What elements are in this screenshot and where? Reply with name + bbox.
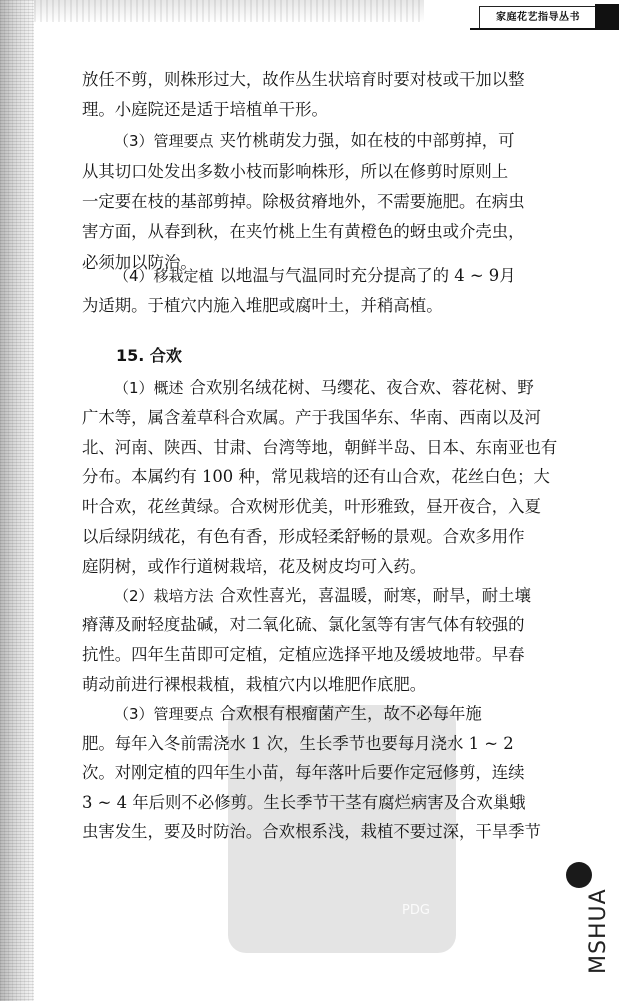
text-line: 从其切口处发出多数小枝而影响株形，所以在修剪时原则上 xyxy=(82,162,509,181)
paragraph-term: （1）概述 xyxy=(114,379,184,397)
text-line: 肥。每年入冬前需浇水 1 次，生长季节也要每月浇水 1 ~ 2 xyxy=(82,734,514,753)
text-line: 广木等，属含羞草科合欢属。产于我国华东、华南、西南以及河 xyxy=(82,408,541,427)
text-line: 瘠薄及耐轻度盐碱，对二氧化硫、氯化氢等有害气体有较强的 xyxy=(82,615,525,634)
text-line: 叶合欢，花丝黄绿。合欢树形优美，叶形雅致，昼开夜合，入夏 xyxy=(82,497,541,516)
text-line: 次。对刚定植的四年生小苗，每年落叶后要作定冠修剪，连续 xyxy=(82,763,525,782)
text-line: 必须加以防治。 xyxy=(82,253,197,272)
paragraph-term: （2）栽培方法 xyxy=(114,587,214,605)
paragraph-first-line xyxy=(114,129,552,152)
header-black-block xyxy=(595,4,619,30)
text-line: 庭阴树，或作行道树栽培，花及树皮均可入药。 xyxy=(82,557,427,576)
paragraph-first-line xyxy=(114,264,552,287)
paragraph-text: 以地温与气温同时充分提高了的 4 ~ 9月 xyxy=(219,266,516,285)
watermark-tag: PDG xyxy=(402,903,430,918)
paragraph-text: 合欢性喜光，喜温暖，耐寒，耐旱，耐土壤 xyxy=(219,586,531,605)
text-line: 害方面，从春到秋，在夹竹桃上生有黄橙色的蚜虫或介壳虫， xyxy=(82,222,525,241)
scan-shadow-edge xyxy=(0,0,34,1001)
text-line: 抗性。四年生苗即可定植，定植应选择平地及缓坡地带。早春 xyxy=(82,645,525,664)
corner-vertical-text: MSHUA xyxy=(586,888,611,974)
text-line: 放任不剪，则株形过大，故作丛生状培育时要对枝或干加以整 xyxy=(82,70,525,89)
header-rule xyxy=(470,28,619,30)
paragraph-text: 合欢根有根瘤菌产生，故不必每年施 xyxy=(219,704,482,723)
paragraph-term: （3）管理要点 xyxy=(114,132,214,150)
text-line: 理。小庭院还是适于培植单干形。 xyxy=(82,100,328,119)
scan-noise-top xyxy=(34,0,424,22)
paragraph-first-line xyxy=(114,584,552,607)
text-line: 萌动前进行裸根栽植，栽植穴内以堆肥作底肥。 xyxy=(82,675,427,694)
text-line: 3 ~ 4 年后则不必修剪。生长季节干茎有腐烂病害及合欢巢蛾 xyxy=(82,793,526,812)
text-line: 北、河南、陕西、甘肃、台湾等地，朝鲜半岛、日本、东南亚也有 xyxy=(82,438,558,457)
text-line: 以后绿阴绒花，有色有香，形成轻柔舒畅的景观。合欢多用作 xyxy=(82,527,525,546)
running-header: 家庭花艺指导丛书 xyxy=(479,6,597,30)
paragraph-term: （3）管理要点 xyxy=(114,705,214,723)
paragraph-first-line xyxy=(114,702,552,725)
text-line: 为适期。于植穴内施入堆肥或腐叶土，并稍高植。 xyxy=(82,296,443,315)
text-line: 分布。本属约有 100 种，常见栽培的还有山合欢，花丝白色；大 xyxy=(82,467,550,486)
paragraph-term: （4）移栽定植 xyxy=(114,267,214,285)
section-heading: 15. 合欢 xyxy=(116,346,182,365)
text-line: 虫害发生，要及时防治。合欢根系浅，栽植不要过深，干旱季节 xyxy=(82,822,541,841)
paragraph-text: 夹竹桃萌发力强，如在枝的中部剪掉，可 xyxy=(219,131,515,150)
paragraph-first-line xyxy=(114,376,552,399)
corner-ink-dot xyxy=(566,862,592,888)
paragraph-text: 合欢别名绒花树、马缨花、夜合欢、蓉花树、野 xyxy=(189,378,534,397)
text-line: 一定要在枝的基部剪掉。除极贫瘠地外，不需要施肥。在病虫 xyxy=(82,192,525,211)
